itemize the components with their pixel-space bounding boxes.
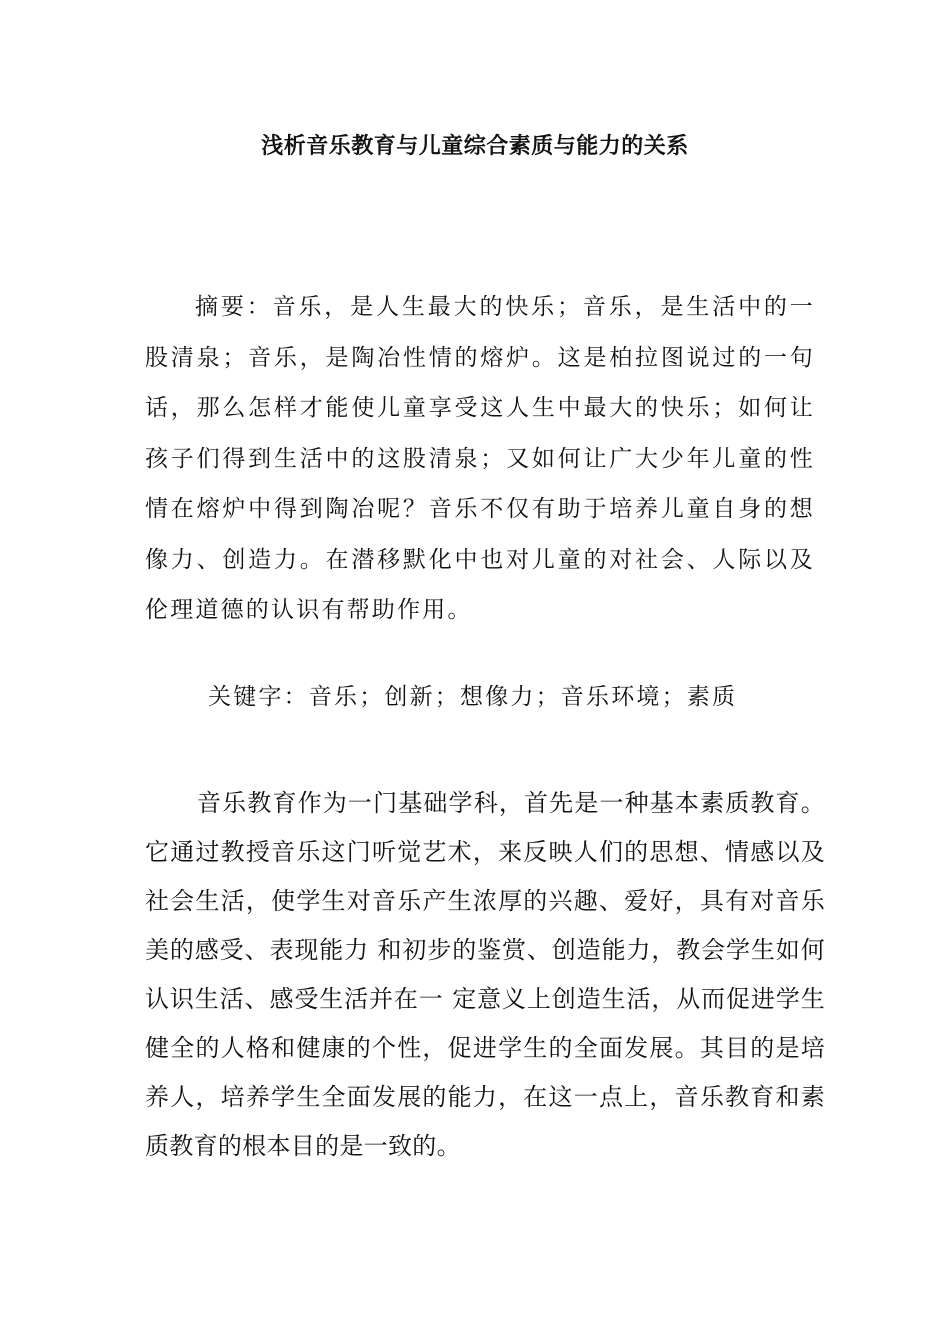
body-paragraph: 音乐教育作为一门基础学科，首先是一种基本素质教育。它通过教授音乐这门听觉艺术，来反映人们的思想、情感以及社会生活，使学生对音乐产生浓厚的兴趣、爱好，具有对音乐美的感受、表现能力 和初步的鉴赏、创造能力，教会学生如何认识生活、感受生活并在一 定意义上创造生活，从而促进学生健全的人格和健康的个性，促进学生的全面发展。其目的是培养人，培养学生全面发展的能力，在这一点上，音乐教育和素质教育的根本目的是一致的。 [145, 789, 825, 1160]
keywords-line: 关键字：音乐；创新；想像力；音乐环境；素质 [208, 684, 738, 710]
abstract-paragraph: 摘要：音乐，是人生最大的快乐；音乐，是生活中的一股清泉；音乐，是陶冶性情的熔炉。这是柏拉图说过的一句话，那么怎样才能使儿童享受这人生中最大的快乐；如何让孩子们得到生活中的这股清泉；又如何让广大少年儿童的性情在熔炉中得到陶冶呢？音乐不仅有助于培养儿童自身的想像力、创造力。在潜移默化中也对儿童的对社会、人际以及伦理道德的认识有帮助作用。 [145, 294, 815, 623]
document-title: 浅析音乐教育与儿童综合素质与能力的关系 [261, 134, 689, 159]
